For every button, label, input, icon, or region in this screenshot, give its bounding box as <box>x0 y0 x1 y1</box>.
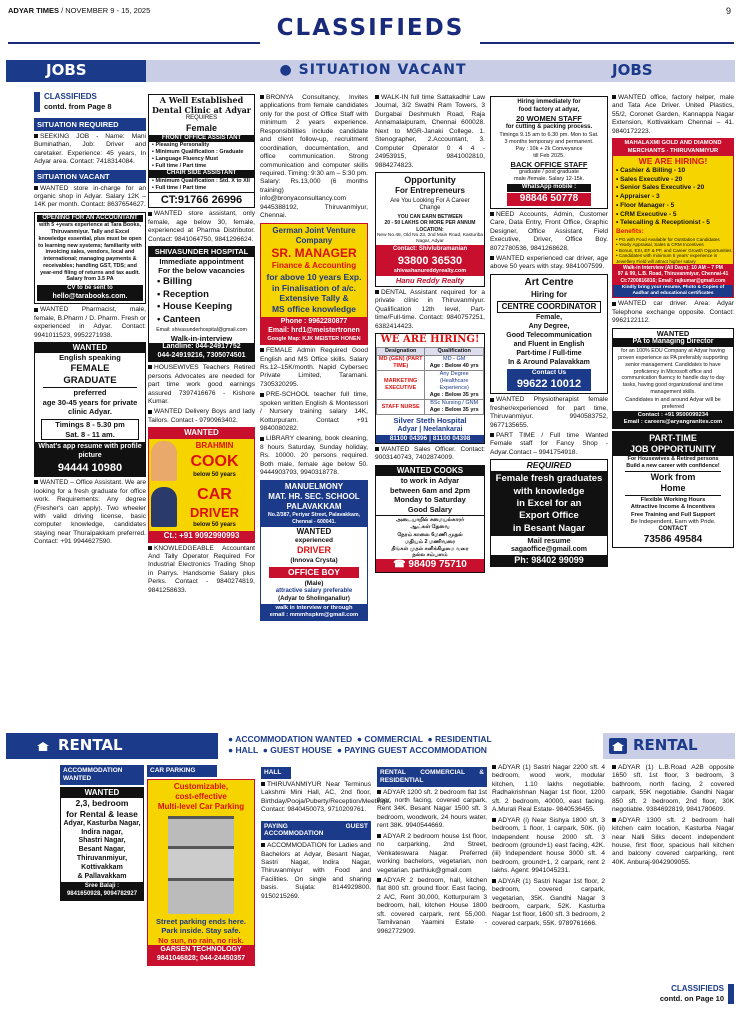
classified-ad: ADYAR 1200 sft. 2 bedroom flat 1st floor, north facing, covered carpark, Rent 34K. Besant Nagar 1500 sft. 3 bedroom, woodwork, 24 hours water, rent 38K. 9940544669. <box>377 788 487 830</box>
rental-column-3 <box>261 764 391 1017</box>
contd-on-box: CLASSIFIEDS contd. on Page 10 <box>640 984 734 1004</box>
classified-ad: NEED Accounts, Admin, Customer Care, Data Entry, Front Office, Graphic Designer, Office Assistant, Field Executive, Driver, Office Boy. 8072780536, 9841268628. <box>490 210 608 252</box>
section-car-parking: CAR PARKING <box>147 765 217 777</box>
rental-label-left: RENTAL <box>58 736 123 755</box>
german-jv-ad: German Joint Venture Company SR. MANAGER Finance & Accounting for above 10 years Exp. in Finalisation of a/c. Extensive Tally & MS office knowledge Phone : 9962280877 Email: hrd1@meistertronen Google Map: KJK MEISTER HONEN <box>260 223 368 346</box>
section-situation-vacant: SITUATION VACANT <box>34 170 146 183</box>
column-1 <box>34 92 146 730</box>
silver-steth-hiring-ad: WE ARE HIRING! Designation Qualification MD (GEN) (PART TIME) MD - GM Age : Below 40 yrs MARKETING EXECUTIVE Any Degree (Healthcare Experience) Age : Below 35 yrs STAFF NURSE BSc Nursing / GNM Age : Below 35 yrs Silver Steth Hospital Adyar | Neelankarai 81100 04396 | 81100 04398 <box>375 333 485 444</box>
section-commercial-residential: RENTAL COMMERCIAL & RESIDENTIAL <box>377 767 487 787</box>
classified-ad: ADYAR 2 bedroom house 1st floor, no carparking, 2nd Street, Venkateswara Nagar. Preferred working bachelors, vegetarian, non vegetarian. parthiuk@gmail.com <box>377 832 487 874</box>
rental-label-right: RENTAL <box>633 736 698 755</box>
page-title: CLASSIFIEDS <box>276 15 465 41</box>
parking-tower-illustration <box>168 816 234 914</box>
dental-clinic-ad: A Well Established Dental Clinic at Adyar REQUIRES Female FRONT OFFICE ASSISTANT ▪ Pleasing Personality ▪ Minimum Qualification : Graduate ▪ Language Fluency Must ▪ Full time / Part time CHAIR SIDE ASSISTANT ▪ Minimum Qualification : Std. X to XII ▪ Full time / Part time CT:91766 26996 <box>148 94 255 208</box>
rental-categories: ● ACCOMMODATION WANTED ● COMMERCIAL ● RESIDENTIAL ● HALL ● GUEST HOUSE ● PAYING GUEST ACCOMMODATION <box>228 734 492 756</box>
part-time-job-ad: PART-TIME JOB OPPORTUNITY For Housewives & Retired persons Build a new career with confidence! Work from Home Flexible Working Hours Attractive Income & Incentives Free Training and Full Support Be Independent, Earn with Pride. CONTACT 73586 49584 <box>612 431 734 548</box>
pa-to-md-ad: WANTED PA to Managing Director for an 100% EOU Company at Adyar having proven experience as PA preferably supporting senior management. Candidates to have proficiency in Microsoft office and communication fluency to handle day to day tasks, having good organizational and time management skills. Candidates in and around Adyar will be preferred Contact : +91 9500099234 Email : careers@aryangranites.com <box>612 328 734 429</box>
shivasunder-hospital-ad: SHIVASUNDER HOSPITAL Immediate appointment For the below vacancies • Billing • Reception • House Keeping • Canteen Email: shivasunderhospital@gmail.com Walk-in-interview Landline: 044-24917752 044-24919216, 7305074501 <box>148 246 255 362</box>
english-graduate-ad: WANTED English speaking FEMALE GRADUATE preferred age 30-45 years for private clinic Adyar. Timings 8 - 5.30 pm Sat. 8 - 11 am. What's app resume with profile picture 94444 10980 <box>34 342 146 477</box>
situation-vacant-label: ● SITUATION VACANT <box>146 60 600 82</box>
classified-ad: WANTED store assistant, only female, age below 30, female, experienced at Pharma Distributor. Contact: 9841064750, 9841296624. <box>148 210 255 243</box>
hanu-reddy-opportunity-ad: Opportunity For Entrepreneurs Are You Looking For A Career Change YOU CAN EARN BETWEEN 20 - 50 LAKHS OR MORE PER ANNUM LOCATION: New No.48, Old No.23, 2nd Main Road, Kasturiba Nagar, Adyar Contact: Shivlubramanian 93800 36530 shivashanureddyrealty.com Hanu Reddy Realty <box>375 172 485 287</box>
classified-ad: WANTED Physiotherapist female fresher/experienced for part time, Thiruvanmiyur. 9940583752, 9677135655. <box>490 396 608 429</box>
garsen-parking-ad: Customizable, cost-effective Multi-level Car Parking Street parking ends here. Park inside. Stay safe. No sun, no rain, no risk. GARSEN TECHNOLOGY 9841046828; 044-24450357 <box>147 779 255 966</box>
classified-ad: ADYAR (1) L.B.Road A2B opposite 1650 sft. 1st floor, 3 bedroom, 3 bathroom, north facing, 2 covered carpark, 55K negotiable. Gandhi Nagar 850 sft. 2 bedroom, 2nd floor, 30K negotiable. 9384692819, 9841780609. <box>612 764 734 814</box>
classified-ad: LIBRARY cleaning, book cleaning, 8 hours Saturday, Sunday holiday, Rs. 10000. 20 persons required. Both male, female age below 50. 9444903793, 9940318778. <box>260 435 368 477</box>
issue-date: / NOVEMBER 9 - 15, 2025 <box>58 6 151 15</box>
rental-column-4 <box>377 764 487 1017</box>
classified-ad: WANTED Pharmacist, male, female, B.Pharm / D. Pharm. Fresh or experienced in Adyar. Contact: 9941011523, 9952271938. <box>34 306 146 339</box>
classified-ad: ADYAR (1) Sastri Nagar 2200 sft. 4 bedroom, wood work, modular kitchen, 1.10 lakhs negotiable. Radhakrishnan Nagar 1st floor, 1200 sft. 2 bedroom, 40000, east facing. A.Murali Real Estate- 9840536455. <box>492 764 605 814</box>
rental-column-6 <box>612 764 734 980</box>
rental-column-2 <box>147 762 255 1017</box>
food-factory-hiring-ad: Hiring immediately for food factory at adyar, 20 WOMEN STAFF for cutting & packing process. Timings 9.15 am to 6.30 pm. Mon to Sat. 3 months temporary and permanent. Pay : 10k + 2k Conveyance till Feb 2025. BACK OFFICE STAFF graduate / post graduate male /female. Salary 12-15k. WhatsApp mobile : 98846 50778 <box>490 96 608 209</box>
art-centre-ad: Art Centre Hiring for CENTRE COORDINATOR Female, Any Degree, Good Telecommunication and Fluent in English Part-time / Full-time In & Around Palavakkam Contact Us 99622 10012 <box>490 274 608 394</box>
export-office-ad: REQUIRED Female fresh graduates with knowledge in Excel for an Export Office in Besant Nagar Mail resume sagaoffice@gmail.com Ph: 98402 99099 <box>490 459 608 567</box>
balaji-rental-ad: WANTED 2,3, bedroom for Rental & lease Adyar, Kasturba Nagar, Indira nagar, Shastri Nagar, Besant Nagar, Thiruvanmiyur, Kottivakkam & Pallavakkam Sree Balaji : 9841650928, 9094782927 <box>60 787 144 901</box>
section-accommodation-wanted: ACCOMMODATION WANTED <box>60 765 144 785</box>
classified-ad: PRE-SCHOOL teacher full time, spoken written English & Montessori / Nursery training salary 14K, Kotturpuram. Contact +91 9840080282. <box>260 391 368 432</box>
classified-ad: ACCOMMODATION for Ladies and Bachelors at Adyar, Besant Nagar, Sastri Nagar, Indira Nagar, Thiruvanmiyur with Food and Facilities. On single and sharing basis. Sujata: 8144929800, 9150215269. <box>261 842 371 900</box>
column-3 <box>260 94 368 730</box>
header-rule-right <box>480 42 734 44</box>
classified-ad: SEEKING JOB - Name: Mani Buminathan, Job: Driver and caretaker. Experience: 45 years, In Adyar area. Contact: 7418314084. <box>34 132 146 166</box>
jobs-label-right: JOBS <box>600 60 735 82</box>
column-4 <box>375 94 485 730</box>
phone-icon: ☎ <box>393 559 409 571</box>
classified-ad: WANTED experienced car driver, age above 50 years with stay. 9841007599. <box>490 255 608 271</box>
hiring-table: Designation Qualification MD (GEN) (PART TIME) MD - GM Age : Below 40 yrs MARKETING EXECUTIVE Any Degree (Healthcare Experience) Age : Below 35 yrs STAFF NURSE BSc Nursing / GNM Age : Below 35 yrs <box>376 347 484 415</box>
section-situation-required: SITUATION REQUIRED <box>34 118 146 131</box>
classified-ad: ADYAR 1300 sft. 2 bedroom hall kitchen calm location, Kasturba Nagar near Nalli Silks decent independent house, first floor, spacious hall kitchen and balcony covered carparking, rent 40K. Anburaj-9042909055. <box>612 816 734 866</box>
classified-ad: KNOWLEDGEABLE Accountant And Tally Operator Required For Industrial Electronics Trading Shop in Parrys. Handsome Salary plus Perks. Contact - 9840274819, 9841258633. <box>148 544 255 594</box>
section-paying-guest: PAYING GUEST ACCOMMODATION <box>261 821 371 841</box>
classified-ad: WALK-IN full time Sattakadhir Law Journal, 3/2 Swathi Ram Towers, 3 Durgabai Deshmukh Road, Raja Annamalaipuram, Chennai 600028. Next to MGR-Janaki College. 1. Stenographer, 2.Accountant, 3. Computer Operator 0 4 4 - 24953915, 9841002810, 9884274823. <box>375 94 485 169</box>
cook-driver-ad: WANTED BRAHMIN COOK below 50 years CAR DRIVER below 50 years Ct.: +91 9092990993 <box>148 427 255 542</box>
classified-ad: PART TIME / Full time Wanted Female staff for Fancy Shop - Adyar.Contact – 9941754918. <box>490 432 608 456</box>
classified-ad: WANTED car driver. Area: Adyar Telephone exchange opposite. Contact: 9962122112. <box>612 300 734 325</box>
classified-ad: ADYAR 2 bedroom, hall, kitchen flat 800 sft. ground floor. East facing, 2 A/C, Rent 30,000, Kotturpuram 3 bedroom, hall, kitchen House 1800 sft. covered carpark, rent 55,000. Tamilvanan Yaamini Estate - 9962772909. <box>377 876 487 935</box>
classified-ad: HOUSEWIVES Teachers Retired persons Advocates are needed for part time work good earnings assured 7397416676 - Kishore Kumar. <box>148 364 255 405</box>
classified-ad: WANTED office, factory helper, male and Tata Ace Driver. United Plastics, 55/2, Coronet Garden, Kannappa Nagar Extension, Kottivakkam Chennai – 41. 9840172223. <box>612 94 734 135</box>
rental-section-bar <box>6 733 735 759</box>
classified-ad: FEMALE Admin Required Good English and MS Office skills. Salary Rs.12–15K/month. Napid Cybersec Private Limited, Taramani. 7305320295. <box>260 347 368 388</box>
column-5 <box>490 94 608 730</box>
column-6 <box>612 94 734 730</box>
jobs-label-left: JOBS <box>6 60 146 82</box>
mahalaxmi-hiring-ad: MAHALAXMI GOLD AND DIAMOND MERCHANTS - THIRUVANMIYUR WE ARE HIRING! • Cashier & Billing - 10 • Sales Executive - 20 • Senior Sales Executive - 20 • Appraiser - 3 • Floor Manager - 5 • CRM Executive - 5 • Telecalling & Receptionist - 5 Benefits: • PG with Food Available for Outstation Candidates • Yearly Appraisal, Sales & CRM Incentives • Bonus, ESI, EF & PF, and Career Growth Opportunities • Candidates with minimum 5 years' experience in Jewellery Field will attract higher salary Walk-in Interview (All Days): 10 AM – 7 PM 97 & 99, L.B. Road, Thiruvanmiyur, Chennai-41 Ct:7200816816; Email: rajkumar@gmail.com Kindly bring your resume, Photo & Copies of Aadhar and educational certificates <box>612 138 734 298</box>
paper-name: ADYAR TIMES <box>8 6 59 15</box>
rental-column-5 <box>492 764 605 1017</box>
contd-from-box: CLASSIFIEDS contd. from Page 8 <box>34 92 146 112</box>
classified-ad: BRONYA Consultancy, Invites applications from female candidates only for the post of Office Staff with minimum 2 years experience. Responsibilities include candidate and client follow-up, recruitment coordination, documentation, and office communication. Strong communication and computer skills required. Timing: 9:30 am – 5:30 pm. Salary: Rs.13,000 (6 months training) info@bronyaconsultancy.com 9445388192, Thiruvanmiyur, Chennai. <box>260 94 368 220</box>
classified-ad: WANTED Sales Officer. Contact: 9003140743, 7402874009. <box>375 445 485 462</box>
classified-ad: THIRUVANMIYUR Near Terminus Lakshmi Mini Hall, AC, 2nd floor, Birthday/Pooja/Puberty/Reception/Meetings. Contact: 9840450073, 9710209761. <box>261 780 391 814</box>
header-rule-left <box>8 42 260 44</box>
page-number: 9 <box>725 6 731 16</box>
classified-ad: ADYAR (1) Sastri Nagar 1st floor, 2 bedroom, covered carpark, vegetarian, 35K. Gandhi Nagar 3 bedroom, carpark, 52K. Kasturba Nagar 1st floor, 1600 sft. 3 bedroom, 2 covered carpark, 55K. 9789761666. <box>492 877 605 927</box>
classified-ad: DENTAL Assistant required for a private clinic in Thiruvanmiyur. Qualification 12th level, Part-time/Full-time. Contact: 9840757251, 6382414423. <box>375 288 485 330</box>
classified-ad: WANTED Delivery Boys and lady Tailors. Contact - 9790963402. <box>148 408 255 424</box>
house-icon <box>609 738 627 754</box>
wanted-cooks-ad: WANTED COOKS to work in Adyar between 6am and 2pm Monday to Saturday Good Salary அடையாறில் சமையல்காரர் ஆட்கள் தேவை நேரம் காலை 6மணி முதல் மதியம் 2 மணிவரை திங்கள் முதல் சனிக்கிழமை வரை நல்ல சம்பளம் ☎ 98409 75710 <box>375 465 485 573</box>
column-2 <box>148 92 255 730</box>
section-hall: HALL <box>261 767 291 779</box>
chef-illustration <box>151 441 177 481</box>
classified-ad: ADYAR (i) Near Sishya 1800 sft. 3 bedroom, 1 floor, 1 carpark, 50K. (ii) Independent house 2000 sft. 3 bedroom (ground+1) east facing, 42K. (iii) Independent house 3000 sft. 4 bedroom, ground+1, 2 carpark, rent 2 lakhs. Agent: 9941045231. <box>492 816 605 875</box>
rental-column-1 <box>60 762 144 1017</box>
jobs-section-bar <box>6 60 735 82</box>
classified-ad: WANTED store in-charge for an organic shop in Adyar. Salary 12K – 14K per month. Contact: 8637654627. <box>34 184 146 209</box>
classified-ad: WANTED – Office Assistant. We are looking for a fresh graduate for office work. Requirements: Any degree (Fresher's can apply). Two wheeler with valid driving license, basic computer knowledge, candidates staying near Thuraipakkam preferred. Contact: +91 9944627590. <box>34 479 146 546</box>
driver-illustration <box>151 487 177 527</box>
manuelmony-school-ad: MANUELMONY MAT. HR. SEC. SCHOOL PALAVAKKAM No.2/387, Periyar Street, Palavakkam, Chennai - 600041. WANTED experienced DRIVER (Innova Crysta) OFFICE BOY (Male) attractive salary preferable (Adyar to Sholinganallur) walk in interview or through email : mmmhspkm@gmail.com <box>260 480 368 622</box>
tara-books-ad: OPENING FOR AN ACCOUNTANT with 5 +years experience at Tara Books, Thiruvanmiyur. Tally and Excel knowledge essential, plus must be open to learning new systems; familiarity with invoicing sales, vendors, local and international; managing payments & receivables; handling GST, TDS; and year-end filing of returns and tax audit. Salary from 3.5 PA CV to be sent to hello@tarabooks.com. <box>34 212 146 305</box>
house-icon <box>34 738 52 754</box>
